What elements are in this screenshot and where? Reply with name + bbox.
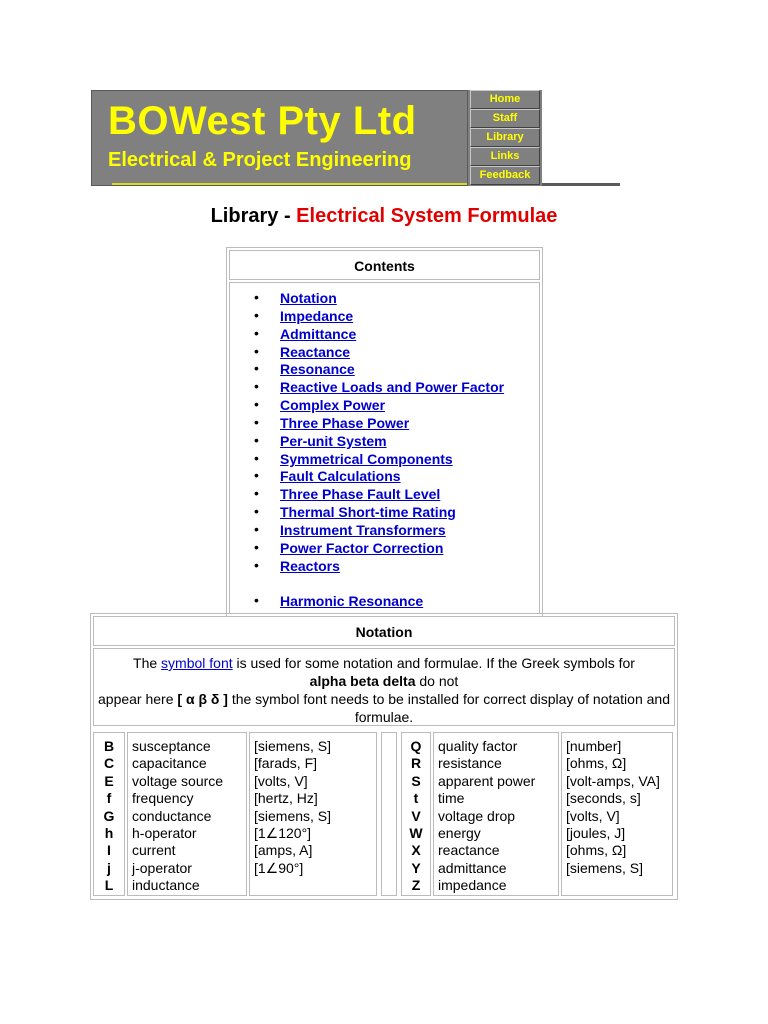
nav-feedback-button[interactable]: Feedback bbox=[470, 166, 540, 185]
symbol-letter: G bbox=[103, 807, 115, 824]
contents-link-impedance[interactable]: Impedance bbox=[280, 307, 354, 324]
unit-text: [1∠90°] bbox=[254, 859, 304, 876]
notation-intro bbox=[93, 648, 675, 726]
contents-link-three-phase-power[interactable]: Three Phase Power bbox=[280, 414, 410, 431]
right-symbol-column bbox=[401, 732, 431, 896]
quantity-name: reactance bbox=[438, 842, 500, 859]
contents-link-fault-level[interactable]: Three Phase Fault Level bbox=[280, 486, 441, 503]
banner-decoration bbox=[112, 183, 468, 186]
contents-link-power-factor-correction[interactable]: Power Factor Correction bbox=[280, 539, 444, 556]
symbol-letter: h bbox=[104, 825, 114, 842]
contents-link-symmetrical-components[interactable]: Symmetrical Components bbox=[280, 450, 453, 467]
symbol-letter: t bbox=[413, 790, 419, 807]
quantity-name: current bbox=[132, 842, 176, 859]
quantity-name: h-operator bbox=[132, 825, 197, 842]
intro-text: the symbol font needs to be installed for correct display of notation and formulae. bbox=[227, 691, 670, 725]
quantity-name: apparent power bbox=[438, 772, 536, 789]
quantity-name: resistance bbox=[438, 755, 502, 772]
unit-text: [volts, V] bbox=[566, 807, 620, 824]
symbol-letter: Q bbox=[410, 738, 422, 754]
contents-link-thermal-rating[interactable]: Thermal Short-time Rating bbox=[280, 504, 456, 521]
contents-link-reactors[interactable]: Reactors bbox=[280, 557, 340, 574]
quantity-name: voltage source bbox=[132, 772, 224, 789]
header-rule bbox=[542, 183, 620, 186]
symbol-letter: I bbox=[107, 842, 111, 859]
unit-text: [siemens, S] bbox=[566, 859, 644, 876]
quantity-name: time bbox=[438, 790, 465, 807]
unit-text: [number] bbox=[566, 738, 622, 754]
contents-table bbox=[226, 247, 543, 617]
symbol-table bbox=[93, 732, 675, 896]
symbol-letter: E bbox=[104, 772, 114, 789]
company-tagline: Electrical & Project Engineering bbox=[108, 149, 412, 171]
quantity-name: voltage drop bbox=[438, 807, 516, 824]
page-title-prefix: Library - bbox=[210, 205, 297, 227]
unit-text: [1∠120°] bbox=[254, 825, 312, 842]
nav-staff-button[interactable]: Staff bbox=[470, 109, 540, 128]
page-title bbox=[0, 205, 768, 228]
contents-list bbox=[229, 282, 540, 614]
contents-link-per-unit[interactable]: Per-unit System bbox=[280, 432, 387, 449]
greek-symbols: [ α β δ ] bbox=[177, 691, 228, 707]
nav-menu bbox=[468, 90, 542, 186]
page-title-highlight: Electrical System Formulae bbox=[296, 205, 558, 227]
quantity-name: admittance bbox=[438, 859, 507, 876]
symbol-letter: L bbox=[104, 877, 114, 894]
contents-title: Contents bbox=[229, 250, 540, 280]
quantity-name: frequency bbox=[132, 790, 194, 807]
symbol-letter: Z bbox=[411, 877, 421, 894]
symbol-letter: Y bbox=[411, 859, 421, 876]
company-banner bbox=[91, 90, 468, 186]
unit-text: [ohms, Ω] bbox=[566, 842, 627, 859]
symbol-letter: j bbox=[107, 859, 111, 876]
symbol-letter: R bbox=[410, 755, 422, 772]
unit-text: [siemens, S] bbox=[254, 807, 332, 824]
unit-text: [ohms, Ω] bbox=[566, 755, 627, 772]
intro-text: The bbox=[133, 655, 162, 671]
unit-text: [siemens, S] bbox=[254, 738, 332, 754]
quantity-name: conductance bbox=[132, 807, 212, 824]
intro-text: do not bbox=[415, 673, 459, 689]
company-name: BOWest Pty Ltd bbox=[108, 99, 417, 143]
contents-link-complex-power[interactable]: Complex Power bbox=[280, 397, 386, 414]
unit-text: [seconds, s] bbox=[566, 790, 641, 807]
intro-text: is used for some notation and formulae. If the Greek symbols for bbox=[232, 655, 635, 671]
unit-text: [volt-amps, VA] bbox=[566, 772, 660, 789]
contents-link-notation[interactable]: Notation bbox=[280, 290, 337, 306]
unit-text: [volts, V] bbox=[254, 772, 308, 789]
nav-links-button[interactable]: Links bbox=[470, 147, 540, 166]
notation-table bbox=[90, 613, 678, 900]
quantity-name: j-operator bbox=[132, 859, 192, 876]
quantity-name: quality factor bbox=[438, 738, 518, 754]
unit-text: [hertz, Hz] bbox=[254, 790, 318, 807]
symbol-letter: V bbox=[411, 807, 421, 824]
left-unit-column bbox=[249, 732, 377, 896]
unit-text: [farads, F] bbox=[254, 755, 318, 772]
nav-library-button[interactable]: Library bbox=[470, 128, 540, 147]
symbol-letter: W bbox=[409, 825, 423, 842]
contents-link-fault-calculations[interactable]: Fault Calculations bbox=[280, 468, 401, 485]
quantity-name: susceptance bbox=[132, 738, 211, 754]
symbol-letter: f bbox=[106, 790, 112, 807]
quantity-name: energy bbox=[438, 825, 481, 842]
contents-link-resonance[interactable]: Resonance bbox=[280, 361, 355, 378]
symbol-letter: X bbox=[411, 842, 421, 859]
right-unit-column bbox=[561, 732, 673, 896]
contents-link-admittance[interactable]: Admittance bbox=[280, 325, 357, 342]
intro-text: appear here bbox=[98, 691, 178, 707]
contents-link-reactance[interactable]: Reactance bbox=[280, 343, 351, 360]
quantity-name: inductance bbox=[132, 877, 200, 894]
left-quantity-column bbox=[127, 732, 247, 896]
contents-link-harmonic-resonance[interactable]: Harmonic Resonance bbox=[280, 592, 424, 609]
symbol-letter: S bbox=[411, 772, 421, 789]
quantity-name: impedance bbox=[438, 877, 507, 894]
contents-link-instrument-transformers[interactable]: Instrument Transformers bbox=[280, 521, 446, 538]
notation-title: Notation bbox=[93, 616, 675, 646]
right-quantity-column bbox=[433, 732, 559, 896]
left-symbol-column bbox=[93, 732, 125, 896]
symbol-letter: C bbox=[103, 755, 115, 772]
nav-home-button[interactable]: Home bbox=[470, 90, 540, 109]
unit-text: [amps, A] bbox=[254, 842, 313, 859]
symbol-letter: B bbox=[103, 738, 115, 754]
unit-text: [joules, J] bbox=[566, 825, 626, 842]
symbol-font-link[interactable]: symbol font bbox=[161, 655, 233, 671]
greek-names: alpha beta delta bbox=[309, 673, 416, 689]
contents-link-reactive-loads[interactable]: Reactive Loads and Power Factor bbox=[280, 379, 505, 396]
column-spacer bbox=[381, 732, 397, 896]
quantity-name: capacitance bbox=[132, 755, 207, 772]
